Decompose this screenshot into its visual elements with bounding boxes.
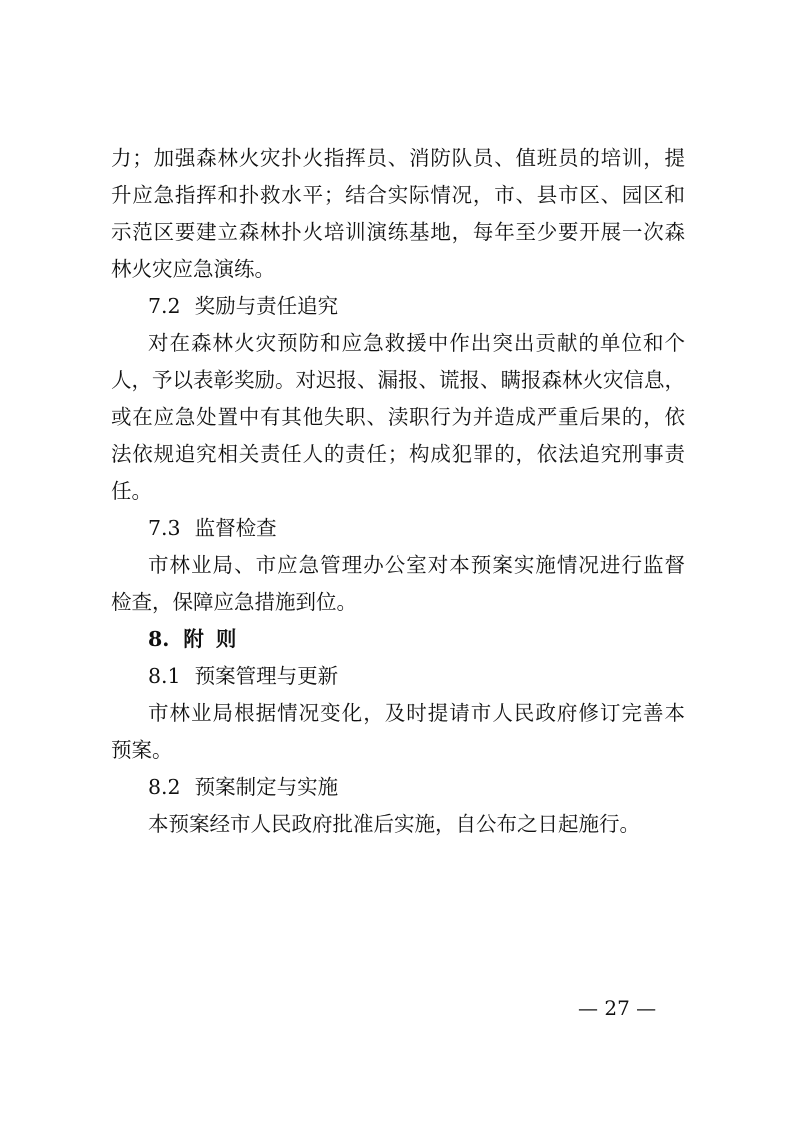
section-number: 8. (148, 627, 170, 651)
paragraph-line: 或在应急处置中有其他失职、渎职行为并造成严重后果的，依 (111, 405, 685, 429)
section-heading-7-2 (111, 288, 685, 325)
section-heading-8 (111, 621, 685, 658)
section-title: 监督检查 (194, 516, 277, 540)
section-title: 预案制定与实施 (194, 775, 339, 799)
paragraph-line: 市林业局、市应急管理办公室对本预案实施情况进行监督 (148, 553, 685, 577)
paragraph-line: 林火灾应急演练。 (111, 257, 275, 281)
section-number: 8.1 (148, 664, 181, 688)
section-title: 附则 (183, 627, 249, 651)
paragraph-line: 本预案经市人民政府批准后实施，自公布之日起施行。 (148, 812, 640, 836)
paragraph-line: 法依规追究相关责任人的责任；构成犯罪的，依法追究刑事责 (111, 442, 685, 466)
section-heading-7-3 (111, 510, 685, 547)
section-heading-8-1 (111, 658, 685, 695)
paragraph-line: 力；加强森林火灾扑火指挥员、消防队员、值班员的培训，提 (111, 146, 685, 170)
page-number: — 27 — (578, 996, 657, 1020)
paragraph-line: 升应急指挥和扑救水平；结合实际情况，市、县市区、园区和 (111, 183, 685, 207)
paragraph-line: 检查，保障应急措施到位。 (111, 590, 357, 614)
section-number: 8.2 (148, 775, 181, 799)
paragraph-line: 对在森林火灾预防和应急救援中作出突出贡献的单位和个 (148, 331, 685, 355)
section-number: 7.2 (148, 294, 181, 318)
paragraph-line: 人，予以表彰奖励。对迟报、漏报、谎报、瞒报森林火灾信息， (111, 368, 685, 392)
page-body (111, 140, 685, 843)
section-title: 预案管理与更新 (194, 664, 339, 688)
paragraph-line: 任。 (111, 479, 152, 503)
paragraph-line: 预案。 (111, 738, 173, 762)
section-number: 7.3 (148, 516, 181, 540)
paragraph-line: 示范区要建立森林扑火培训演练基地，每年至少要开展一次森 (111, 220, 685, 244)
paragraph-line: 市林业局根据情况变化，及时提请市人民政府修订完善本 (148, 701, 685, 725)
section-heading-8-2 (111, 769, 685, 806)
section-title: 奖励与责任追究 (194, 294, 339, 318)
